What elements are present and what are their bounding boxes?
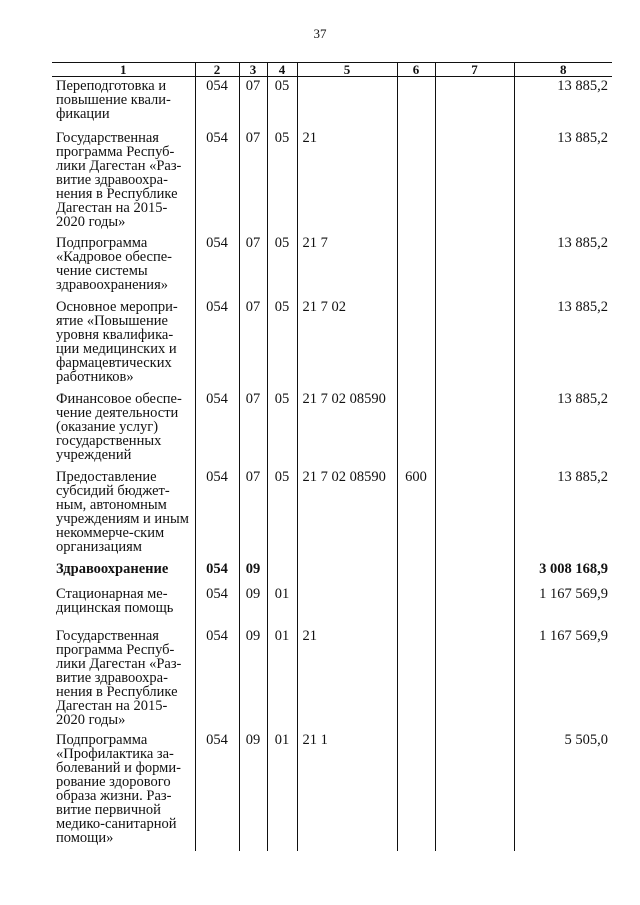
page-number: 37 [313, 26, 327, 41]
amount: 13 885,2 [514, 298, 612, 390]
target-article-code: 21 [297, 129, 397, 234]
col-7-value [435, 560, 514, 585]
section-code: 07 [239, 390, 267, 468]
ministry-code: 054 [195, 627, 239, 731]
expense-type-code [397, 129, 435, 234]
subsection-code: 05 [267, 298, 297, 390]
section-code: 09 [239, 627, 267, 731]
row-name: Переподготовка и повышение квали-фикации [52, 77, 195, 129]
col-7-value [435, 77, 514, 129]
budget-table [52, 62, 612, 851]
table-header-row [52, 63, 612, 77]
table-row [52, 468, 612, 560]
ministry-code: 054 [195, 390, 239, 468]
target-article-code: 21 7 02 08590 [297, 390, 397, 468]
col-7-value [435, 731, 514, 851]
ministry-code: 054 [195, 298, 239, 390]
col-header-1: 1 [52, 63, 195, 77]
subsection-code [267, 560, 297, 585]
row-name: Предоставление субсидий бюджет-ным, автономным учреждениям и иным некоммерче-ским организациям [52, 468, 195, 560]
expense-type-code [397, 585, 435, 627]
row-name: Основное меропри-ятие «Повышение уровня квалифика-ции медицинских и фармацевтических работников» [52, 298, 195, 390]
col-header-2: 2 [195, 63, 239, 77]
expense-type-code [397, 298, 435, 390]
row-name: Стационарная ме-дицинская помощь [52, 585, 195, 627]
col-header-6: 6 [397, 63, 435, 77]
col-7-value [435, 585, 514, 627]
subsection-code: 05 [267, 468, 297, 560]
table-row [52, 560, 612, 585]
table-row [52, 627, 612, 731]
row-name: Здравоохранение [52, 560, 195, 585]
col-header-5: 5 [297, 63, 397, 77]
amount: 13 885,2 [514, 390, 612, 468]
amount: 13 885,2 [514, 129, 612, 234]
target-article-code: 21 7 [297, 234, 397, 298]
col-7-value [435, 234, 514, 298]
section-code: 07 [239, 129, 267, 234]
col-7-value [435, 468, 514, 560]
subsection-code: 05 [267, 129, 297, 234]
amount: 13 885,2 [514, 468, 612, 560]
section-code: 09 [239, 731, 267, 851]
amount: 3 008 168,9 [514, 560, 612, 585]
subsection-code: 05 [267, 390, 297, 468]
expense-type-code [397, 560, 435, 585]
subsection-code: 01 [267, 585, 297, 627]
subsection-code: 01 [267, 627, 297, 731]
table-row [52, 129, 612, 234]
ministry-code: 054 [195, 560, 239, 585]
row-name: Государственная программа Респуб-лики Дагестан «Раз-витие здравоохра-нения в Республике Дагестан на 2015-2020 годы» [52, 627, 195, 731]
target-article-code: 21 [297, 627, 397, 731]
expense-type-code [397, 77, 435, 129]
ministry-code: 054 [195, 585, 239, 627]
section-code: 09 [239, 585, 267, 627]
amount: 1 167 569,9 [514, 627, 612, 731]
target-article-code: 21 7 02 08590 [297, 468, 397, 560]
row-name: Государственная программа Респуб-лики Дагестан «Раз-витие здравоохра-нения в Республике Дагестан на 2015-2020 годы» [52, 129, 195, 234]
section-code: 09 [239, 560, 267, 585]
col-header-7: 7 [435, 63, 514, 77]
col-7-value [435, 627, 514, 731]
expense-type-code [397, 390, 435, 468]
target-article-code [297, 585, 397, 627]
section-code: 07 [239, 468, 267, 560]
table-row [52, 731, 612, 851]
expense-type-code [397, 234, 435, 298]
col-7-value [435, 298, 514, 390]
amount: 13 885,2 [514, 234, 612, 298]
ministry-code: 054 [195, 234, 239, 298]
subsection-code: 01 [267, 731, 297, 851]
table-row [52, 585, 612, 627]
ministry-code: 054 [195, 129, 239, 234]
target-article-code: 21 1 [297, 731, 397, 851]
row-name: Подпрограмма «Кадровое обеспе-чение системы здравоохранения» [52, 234, 195, 298]
subsection-code: 05 [267, 77, 297, 129]
ministry-code: 054 [195, 77, 239, 129]
section-code: 07 [239, 77, 267, 129]
table-row [52, 234, 612, 298]
col-header-8: 8 [514, 63, 612, 77]
col-header-3: 3 [239, 63, 267, 77]
row-name: Финансовое обеспе-чение деятельности (оказание услуг) государственных учреждений [52, 390, 195, 468]
amount: 5 505,0 [514, 731, 612, 851]
table-row [52, 77, 612, 129]
ministry-code: 054 [195, 468, 239, 560]
subsection-code: 05 [267, 234, 297, 298]
target-article-code: 21 7 02 [297, 298, 397, 390]
row-name: Подпрограмма «Профилактика за-болеваний и форми-рование здорового образа жизни. Раз-витие первичной медико-санитарной помощи» [52, 731, 195, 851]
table-row [52, 298, 612, 390]
col-7-value [435, 390, 514, 468]
table-row [52, 390, 612, 468]
section-code: 07 [239, 298, 267, 390]
col-header-4: 4 [267, 63, 297, 77]
target-article-code [297, 77, 397, 129]
ministry-code: 054 [195, 731, 239, 851]
amount: 13 885,2 [514, 77, 612, 129]
expense-type-code [397, 731, 435, 851]
amount: 1 167 569,9 [514, 585, 612, 627]
expense-type-code: 600 [397, 468, 435, 560]
section-code: 07 [239, 234, 267, 298]
expense-type-code [397, 627, 435, 731]
col-7-value [435, 129, 514, 234]
target-article-code [297, 560, 397, 585]
